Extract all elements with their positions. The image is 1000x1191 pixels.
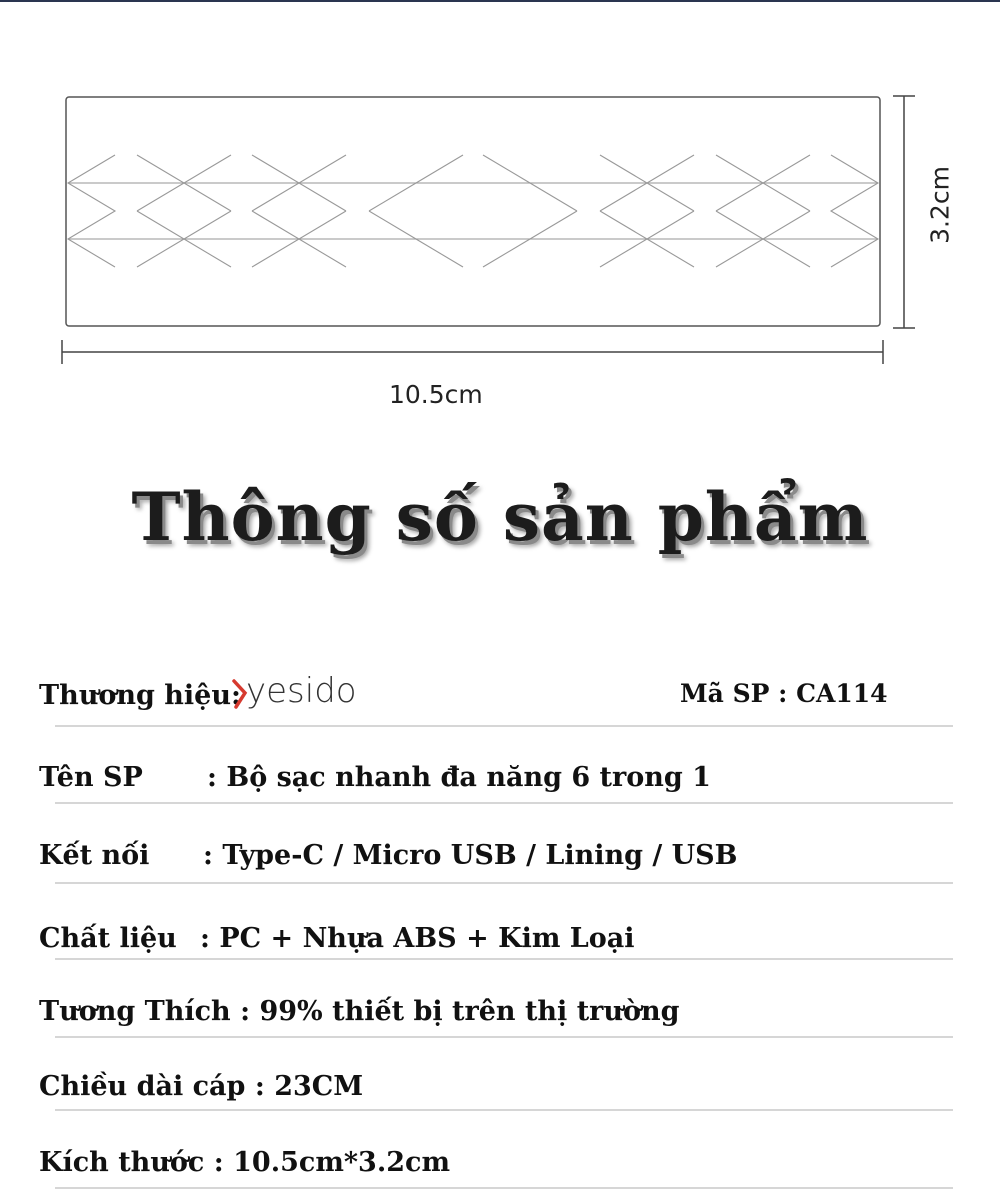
product-dimension-diagram bbox=[0, 0, 1000, 420]
brand-label: Thương hiệu: bbox=[39, 680, 241, 711]
height-dimension-line bbox=[893, 96, 915, 328]
divider bbox=[55, 1187, 953, 1189]
divider bbox=[55, 1109, 953, 1111]
svg-text:yesido: yesido bbox=[246, 673, 357, 711]
spec-row-connection bbox=[39, 840, 738, 871]
spec-value: : 10.5cm*3.2cm bbox=[213, 1147, 451, 1178]
spec-row-material bbox=[39, 923, 635, 954]
spec-value: : 99% thiết bị trên thị trường bbox=[240, 996, 680, 1027]
divider bbox=[55, 1036, 953, 1038]
spec-row-name bbox=[39, 762, 711, 793]
spec-row-cable-length bbox=[39, 1071, 363, 1102]
spec-label: Chất liệu bbox=[39, 923, 177, 954]
width-label: 10.5cm bbox=[389, 380, 483, 409]
product-code: Mã SP : CA114 bbox=[680, 679, 888, 708]
spec-label: Kích thước bbox=[39, 1147, 205, 1178]
spec-value: : PC + Nhựa ABS + Kim Loại bbox=[200, 923, 635, 954]
spec-value: : Bộ sạc nhanh đa năng 6 trong 1 bbox=[207, 762, 711, 793]
divider bbox=[55, 882, 953, 884]
yesido-logo bbox=[232, 673, 377, 711]
spec-row-size bbox=[39, 1147, 450, 1178]
divider bbox=[55, 802, 953, 804]
spec-label: Kết nối bbox=[39, 840, 150, 871]
divider bbox=[55, 958, 953, 960]
height-label: 3.2cm bbox=[925, 166, 955, 244]
spec-value: : Type-C / Micro USB / Lining / USB bbox=[203, 840, 738, 871]
page-title: Thông số sản phẩm bbox=[131, 478, 869, 556]
width-dimension-line bbox=[62, 340, 883, 364]
spec-label: Chiều dài cáp bbox=[39, 1071, 246, 1102]
spec-row-compatibility bbox=[39, 996, 680, 1027]
spec-label: Tên SP bbox=[39, 762, 143, 793]
spec-value: : 23CM bbox=[254, 1071, 364, 1102]
product-outline bbox=[66, 97, 880, 326]
spec-label: Tương Thích bbox=[39, 996, 231, 1027]
divider bbox=[55, 725, 953, 727]
